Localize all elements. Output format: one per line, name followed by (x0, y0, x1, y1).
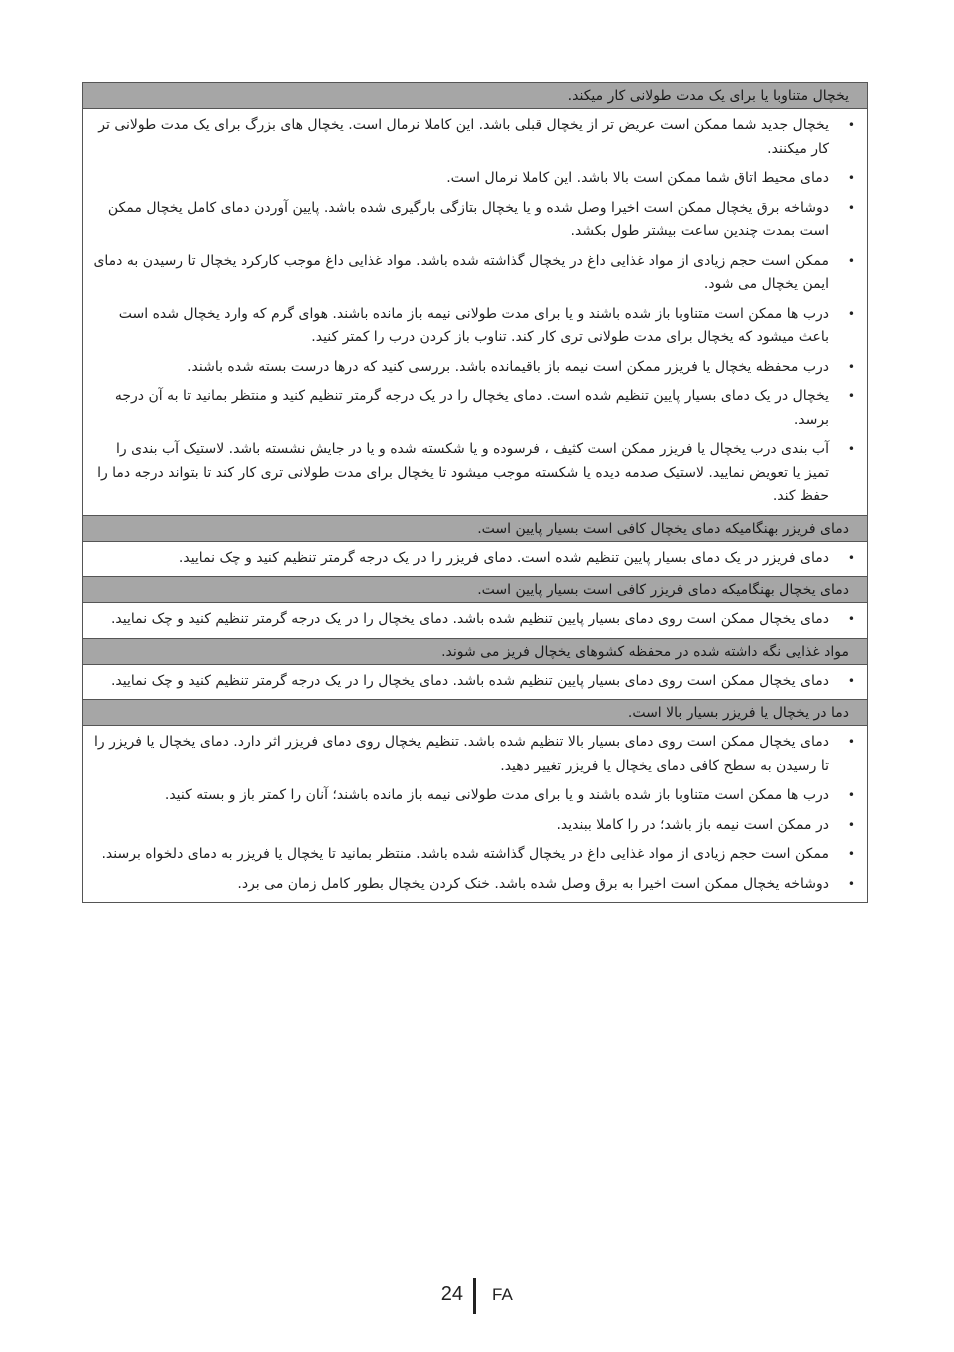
language-code: FA (492, 1285, 513, 1304)
bullet-icon: • (847, 788, 855, 802)
item-text: ممکن است حجم زیادی از مواد غذایی داغ در یخچال گذاشته شده باشد. مواد غذایی داغ موجب کارکرد یخچال تا رسیدن به دمای ایمن یخچال می شود. (93, 252, 829, 292)
bullet-icon: • (847, 847, 855, 861)
section-body (83, 542, 867, 578)
list-item (83, 843, 867, 873)
section-body (83, 109, 867, 516)
bullet-icon: • (847, 306, 855, 321)
item-text: آب بندی درب یخچال یا فریزر ممکن است کثیف ، فرسوده و یا شکسته شده و یا در جایش نشسته باشد. لاستیک آب بندی را تمیز یا تعویض نمایید. لاستیک صدمه دیده یا شکسته موجب میشود تا یخچال برای مدت طولانی تری کار کند تا بتواند درجه دما را حفظ کند. (97, 441, 829, 504)
section-header: دمای فریزر بهنگامیکه دمای یخچال کافی است بسیار پایین است. (83, 516, 867, 542)
page-number: 24 (440, 1283, 463, 1305)
item-text: دوشاخه یخچال ممکن است اخیرا به برق وصل شده باشد. خنک کردن یخچال بطور کامل زمان می برد. (237, 875, 829, 892)
bullet-icon: • (847, 118, 855, 132)
footer-divider (473, 1278, 476, 1314)
bullet-icon: • (847, 550, 855, 565)
list-item (83, 547, 867, 577)
troubleshooting-table (82, 82, 868, 903)
item-text: یخچال جدید شما ممکن است عریض تر از یخچال قبلی باشد. این کاملا نرمال است. یخچال های بزرگ برای یک مدت طولانی تر کار میکنند. (98, 117, 829, 157)
bullet-icon: • (847, 253, 855, 268)
item-text: دمای فریزر در یک دمای بسیار پایین تنظیم شده است. دمای فریزر را در یک درجه گرمتر تنظیم کنید و چک نمایید. (178, 549, 829, 566)
item-text: یخچال در یک دمای بسیار پایین تنظیم شده است. دمای یخچال را در یک درجه گرمتر تنظیم کنید و منتظر بمانید تا به آن درجه برسد. (114, 388, 829, 428)
bullet-icon: • (847, 673, 855, 688)
item-text: دمای یخچال ممکن است روی دمای بسیار پایین تنظیم شده باشد. دمای یخچال را در یک درجه گرمتر تنظیم کنید و چک نمایید. (110, 672, 829, 689)
list-item (83, 814, 867, 844)
section-header: دمای یخچال بهنگامیکه دمای فریزر کافی است بسیار پایین است. (83, 577, 867, 603)
item-text: دمای محیط اتاق شما ممکن است بالا باشد. این کاملا نرمال است. (446, 170, 829, 186)
bullet-icon: • (847, 876, 855, 891)
list-item (83, 197, 867, 250)
list-item (83, 167, 867, 197)
list-item (83, 303, 867, 356)
item-text: دوشاخه برق یخچال ممکن است اخیرا وصل شده و یا یخچال بتازگی بارگیری شده باشد. پایین آوردن دمای کامل یخچال ممکن است بمدت چندین ساعت بیشتر طول بکشد. (107, 199, 829, 239)
bullet-icon: • (847, 389, 855, 403)
list-item (83, 784, 867, 814)
page-footer (0, 1278, 954, 1314)
bullet-icon: • (847, 612, 855, 626)
list-item (83, 731, 867, 784)
bullet-icon: • (847, 817, 855, 832)
item-text: ممکن است حجم زیادی از مواد غذایی داغ در یخچال گذاشته شده باشد. منتظر بمانید تا یخچال یا فریزر به دمای دلخواه برسند. (101, 846, 829, 862)
section-header: یخچال متناوبا یا برای یک مدت طولانی کار میکند. (83, 83, 867, 109)
list-item (83, 385, 867, 438)
item-text: دمای یخچال ممکن است روی دمای بسیار بالا تنظیم شده باشد. تنظیم یخچال روی دمای فریزر اثر دارد. دمای یخچال یا فریزر را تا رسیدن به سطح کافی دمای یخچال یا فریزر تغییر دهید. (94, 734, 829, 774)
list-item (83, 250, 867, 303)
item-text: دمای یخچال ممکن است روی دمای بسیار پایین تنظیم شده باشد. دمای یخچال را در یک درجه گرمتر تنظیم کنید و چک نمایید. (110, 611, 829, 627)
section-body (83, 665, 867, 701)
list-item (83, 670, 867, 700)
section-body (83, 726, 867, 902)
list-item (83, 608, 867, 638)
section-body (83, 603, 867, 639)
item-text: درب ها ممکن است متناوبا باز شده باشند و یا برای مدت طولانی نیمه باز مانده باشند؛ آنان را کمتر باز و بسته کنید. (164, 787, 829, 803)
item-text: در ممکن است نیمه باز باشد؛ در را کاملا ببندید. (556, 816, 829, 833)
bullet-icon: • (847, 442, 855, 456)
section-header: مواد غذایی نگه داشته شده در محفظه کشوهای یخچال فریز می شوند. (83, 639, 867, 665)
bullet-icon: • (847, 171, 855, 185)
section-header: دما در یخچال یا فریزر بسیار بالا است. (83, 700, 867, 726)
bullet-icon: • (847, 359, 855, 374)
bullet-icon: • (847, 200, 855, 215)
item-text: درب ها ممکن است متناوبا باز شده باشند و یا برای مدت طولانی نیمه باز مانده باشند. هوای گرم که وارد یخچال شده است باعث میشود که یخچال برای مدت طولانی تری کار کند. تناوب باز کردن درب را کمتر کنید. (118, 305, 829, 345)
list-item (83, 438, 867, 515)
bullet-icon: • (847, 735, 855, 749)
list-item (83, 356, 867, 386)
item-text: درب محفظه یخچال یا فریزر ممکن است نیمه باز باقیمانده باشد. بررسی کنید که درها درست بسته شده باشند. (187, 358, 829, 375)
list-item (83, 114, 867, 167)
list-item (83, 873, 867, 903)
